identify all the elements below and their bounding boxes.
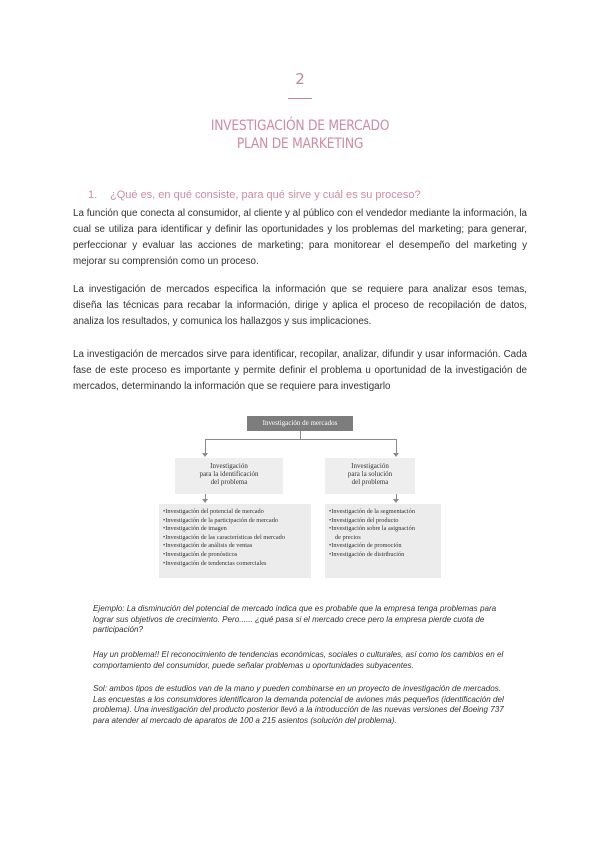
- section-number: 1.: [88, 189, 98, 201]
- title-line-2: PLAN DE MARKETING: [236, 136, 364, 152]
- paragraph-specification: La investigación de mercados especifica la información que se requiere para analizar esos temas, diseña las técnicas para recabar la información, dirige y aplica el proceso de recopilación de datos, analiza los resultados, y comunica los hallazgos y sus implicaciones.: [73, 284, 527, 327]
- title-line-1: INVESTIGACIÓN DE MERCADO: [210, 118, 390, 134]
- box-problem-identification: [175, 458, 283, 494]
- box-right-line-2: para la solución: [347, 470, 393, 478]
- list-item: • Investigación del producto: [329, 517, 437, 526]
- box-left-line-1: Investigación: [210, 462, 248, 470]
- list-problem-identification: [159, 504, 311, 578]
- list-item: • Investigación de las características del mercado: [163, 534, 307, 543]
- list-item: • Investigación de la segmentación: [329, 508, 437, 517]
- section-heading: [88, 189, 421, 201]
- list-item: • Investigación de la participación de mercado: [163, 517, 307, 526]
- page-number: 2: [295, 70, 305, 88]
- list-item: • Investigación de imagen: [163, 525, 307, 534]
- list-item: • Investigación de promoción: [329, 542, 437, 551]
- solution-text: Sol: ambos tipos de estudios van de la mano y pueden combinarse en un proyecto de investigación de mercados. Las encuestas a los consumidores identificaron la demanda potencial de aviones más pequeños (identificación del problema). Una investigación del producto posterior llevó a la introducción de las nuevas versiones del Boeing 737 para atender al mercado de aparatos de 100 a 215 asientos (solución del problema).: [93, 684, 504, 725]
- page-number-rule: [288, 98, 312, 99]
- document-title: [36, 117, 564, 153]
- paragraph-purpose: La investigación de mercados sirve para identificar, recopilar, analizar, difundir y usar información. Cada fase de este proceso es importante y permite definir el problema u oportunidad de la investigación de mercados, determinando la información que se requiere para investigarlo: [73, 349, 527, 392]
- connector-horizontal: [205, 439, 396, 440]
- section-heading-text: ¿Qué es, en qué consiste, para qué sirve y cuál es su proceso?: [110, 189, 421, 201]
- box-left-line-2: para la identificación: [199, 470, 259, 478]
- list-item: • Investigación de pronósticos: [163, 551, 307, 560]
- box-left-line-3: del problema: [210, 478, 248, 486]
- list-item: • Investigación de tendencias comerciales: [163, 560, 307, 569]
- arrow-left-icon: [202, 453, 208, 457]
- arrow-right-down-icon: [393, 499, 399, 503]
- box-right-line-1: Investigación: [351, 462, 389, 470]
- problem-text: Hay un problema!! El reconocimiento de tendencias económicas, sociales o culturales, así como los cambios en el comportamiento del consumidor, puede señalar problemas u oportunidades subyacentes.: [93, 650, 504, 670]
- box-problem-solution: [325, 458, 415, 494]
- diagram-header: Investigación de mercados: [247, 416, 353, 431]
- list-item: • Investigación de distribución: [329, 551, 437, 560]
- list-item: • Investigación de análisis de ventas: [163, 542, 307, 551]
- list-item: • Investigación sobre la asignación: [329, 525, 437, 534]
- arrow-left-down-icon: [202, 499, 208, 503]
- paragraph-definition: La función que conecta al consumidor, al cliente y al público con el vendedor mediante la información, la cual se utiliza para identificar y definir las oportunidades y los problemas del marketing; para generar, perfeccionar y evaluar las acciones de marketing; para monitorear el desempeño del marketing y mejorar su comprensión como un proceso.: [73, 208, 527, 267]
- list-item: • Investigación del potencial de mercado: [163, 508, 307, 517]
- box-right-line-3: del problema: [351, 478, 389, 486]
- list-item-continuation: de precios: [335, 533, 361, 541]
- arrow-right-icon: [393, 453, 399, 457]
- list-problem-solution: [325, 504, 441, 578]
- connector-vertical-top: [300, 431, 301, 439]
- example-text: Ejemplo: La disminución del potencial de mercado indica que es probable que la empresa tenga problemas para lograr sus objetivos de crecimiento. Pero...... ¿qué pasa si el mercado crece pero la empresa pierde cuota de participación?: [93, 604, 497, 634]
- market-research-diagram: [155, 410, 445, 580]
